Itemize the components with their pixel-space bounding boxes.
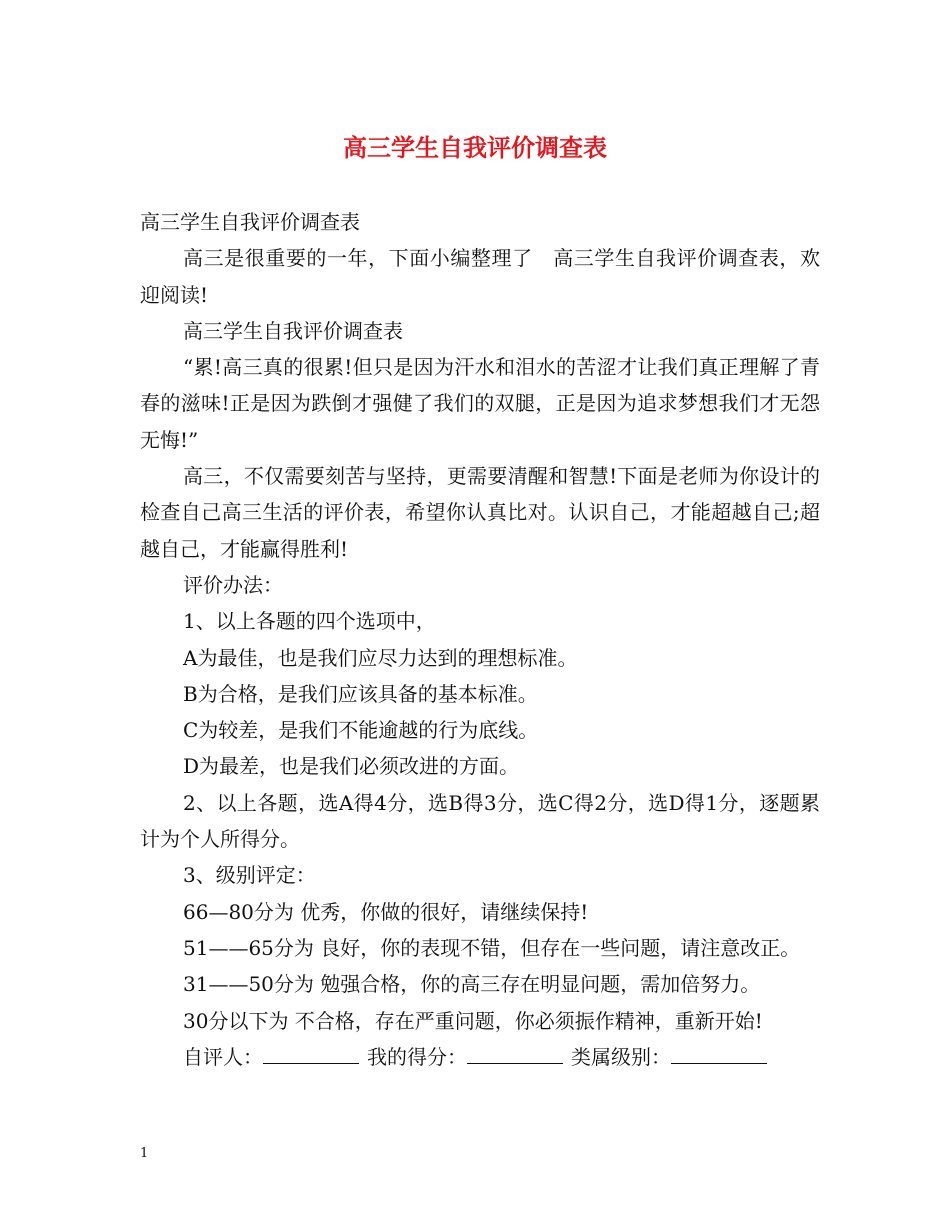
paragraph-option-c: C为较差，是我们不能逾越的行为底线。 <box>183 718 539 743</box>
paragraph-level-good: 51——65分为 良好，你的表现不错，但存在一些问题，请注意改正。 <box>183 935 801 960</box>
signature-form-row <box>140 1039 820 1075</box>
paragraph-option-d: D为最差，也是我们必须改进的方面。 <box>183 754 520 779</box>
self-evaluator-blank <box>263 1042 359 1064</box>
paragraph-method-heading: 评价办法： <box>183 572 283 597</box>
paragraph-level-excellent: 66—80分为 优秀，你做的很好，请继续保持! <box>183 899 589 924</box>
score-blank <box>467 1042 563 1064</box>
paragraph-level-fail: 30分以下为 不合格，存在严重问题，你必须振作精神，重新开始! <box>183 1008 763 1033</box>
document-body <box>140 204 820 1075</box>
paragraph-rule-2: 2、以上各题，选A得4分，选B得3分，选C得2分，选D得1分，逐题累计为个人所得分。 <box>140 790 820 852</box>
paragraph-subheading: 高三学生自我评价调查表 <box>183 318 403 343</box>
score-label: 我的得分： <box>367 1044 467 1069</box>
paragraph-description: 高三，不仅需要刻苦与坚持，更需要清醒和智慧!下面是老师为你设计的检查自己高三生活的评价表，希望你认真比对。认识自己，才能超越自己;超越自己，才能赢得胜利! <box>140 464 820 561</box>
level-label: 类属级别： <box>571 1044 671 1069</box>
paragraph-option-a: A为最佳，也是我们应尽力达到的理想标准。 <box>183 645 578 670</box>
paragraph-rule-3: 3、级别评定： <box>183 863 316 888</box>
paragraph-heading: 高三学生自我评价调查表 <box>140 210 360 234</box>
self-evaluator-label: 自评人： <box>183 1044 263 1069</box>
paragraph-rule-1: 1、以上各题的四个选项中， <box>183 609 436 634</box>
paragraph-level-pass: 31——50分为 勉强合格，你的高三存在明显问题，需加倍努力。 <box>183 972 761 997</box>
document-title: 高三学生自我评价调查表 <box>343 133 607 162</box>
page-number: 1 <box>140 1146 149 1161</box>
level-blank <box>671 1042 767 1064</box>
paragraph-quote: “累!高三真的很累!但只是因为汗水和泪水的苦涩才让我们真正理解了青春的滋味!正是因为跌倒才强健了我们的双腿，正是因为追求梦想我们才无怨无悔!” <box>140 355 820 452</box>
paragraph-option-b: B为合格，是我们应该具备的基本标准。 <box>183 681 538 706</box>
paragraph-intro: 高三是很重要的一年，下面小编整理了 高三学生自我评价调查表，欢迎阅读! <box>140 246 820 307</box>
